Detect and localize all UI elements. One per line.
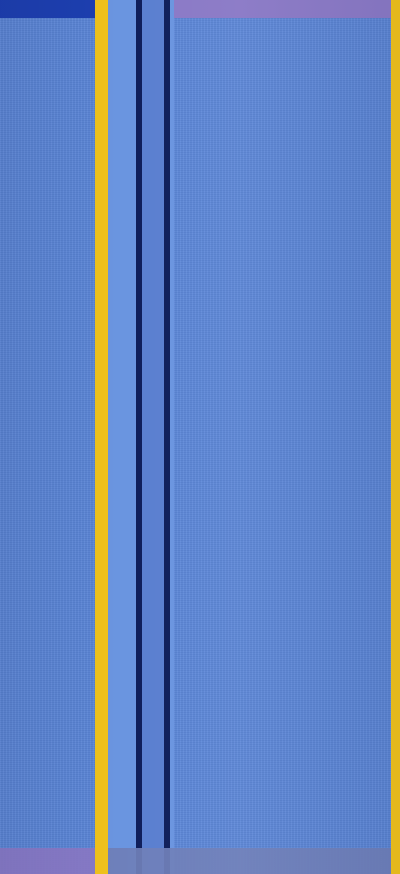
yellow-stripe-left <box>95 0 108 874</box>
bottom-band-slate-segment <box>108 848 391 874</box>
bottom-cross-band <box>0 848 400 874</box>
light-blue-edge-stripe <box>170 0 174 874</box>
bottom-band-violet-segment <box>0 848 95 874</box>
light-blue-stripe <box>108 0 136 874</box>
top-band-violet-segment-right <box>174 0 391 18</box>
top-cross-band <box>0 0 400 18</box>
mid-blue-stripe <box>142 0 164 874</box>
yellow-stripe-right <box>391 0 400 874</box>
top-band-royal-segment <box>0 0 95 18</box>
